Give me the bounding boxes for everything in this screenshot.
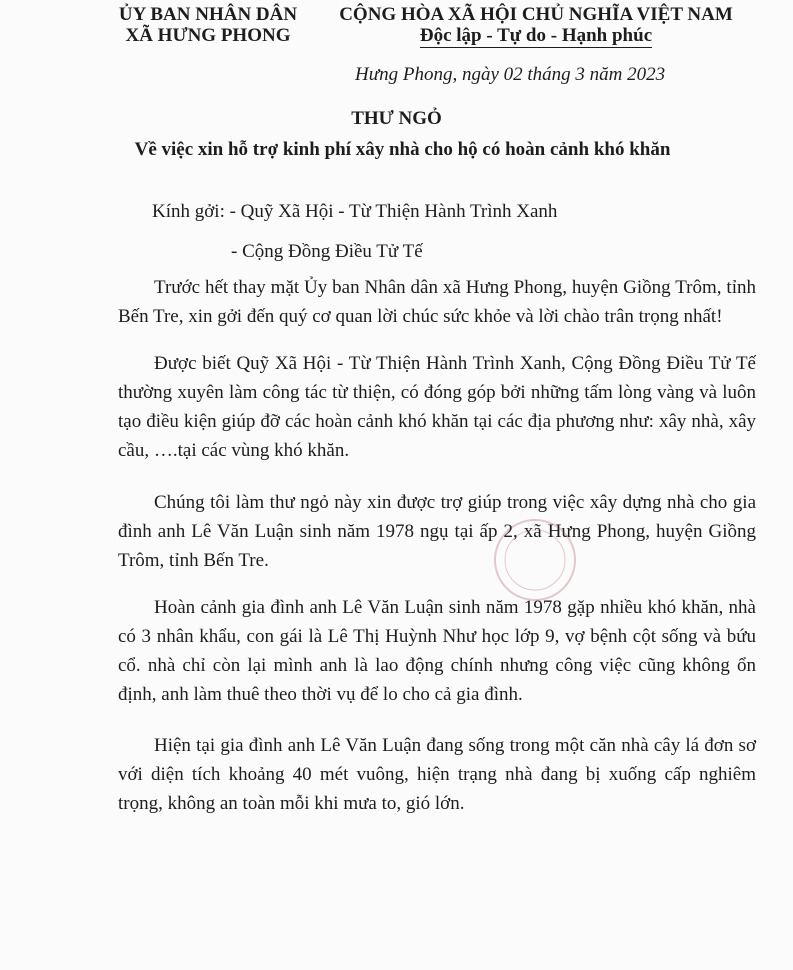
- paragraph-housing: Hiện tại gia đình anh Lê Văn Luận đang sống trong một căn nhà cây lá đơn sơ với diện tích khoảng 40 mét vuông, hiện trạng nhà đang bị xuống cấp nghiêm trọng, không an toàn mỗi khi mưa to, gió lớn.: [118, 735, 756, 814]
- issuing-authority: [88, 4, 328, 46]
- recipient-line-2: - Cộng Đồng Điều Tử Tế: [231, 241, 423, 262]
- document-subject: Về việc xin hỗ trợ kinh phí xây nhà cho hộ có hoàn cảnh khó khăn: [134, 139, 671, 160]
- national-title: [330, 4, 742, 48]
- national-motto: Độc lập - Tự do - Hạnh phúc: [419, 25, 653, 46]
- paragraph-greeting: Trước hết thay mặt Ủy ban Nhân dân xã Hưng Phong, huyện Giồng Trôm, tỉnh Bến Tre, xin gởi đến quý cơ quan lời chúc sức khỏe và lời chào trân trọng nhất!: [118, 277, 756, 327]
- national-name: CỘNG HÒA XÃ HỘI CHỦ NGHĨA VIỆT NAM: [339, 4, 733, 25]
- faint-seal-impression: [490, 515, 580, 605]
- authority-line-1: ỦY BAN NHÂN DÂN: [118, 4, 298, 25]
- paragraph-circumstance: Hoàn cảnh gia đình anh Lê Văn Luận sinh năm 1978 gặp nhiều khó khăn, nhà có 3 nhân khẩu, con gái là Lê Thị Huỳnh Như học lớp 9, vợ bệnh cột sống và bứu cổ. nhà chỉ còn lại mình anh là lao động chính nhưng công việc cũng không ổn định, anh làm thuê theo thời vụ để lo cho cả gia đình.: [118, 597, 756, 705]
- recipient-line-1: Kính gởi: - Quỹ Xã Hội - Từ Thiện Hành Trình Xanh: [152, 201, 558, 222]
- paragraph-background: Được biết Quỹ Xã Hội - Từ Thiện Hành Trình Xanh, Cộng Đồng Điều Tử Tế thường xuyên làm công tác từ thiện, có đóng góp bởi những tấm lòng vàng và luôn tạo điều kiện giúp đỡ các hoàn cảnh khó khăn tại các địa phương như: xây nhà, xây cầu, ….tại các vùng khó khăn.: [118, 353, 756, 461]
- place-date: Hưng Phong, ngày 02 tháng 3 năm 2023: [355, 64, 666, 85]
- authority-line-2: XÃ HƯNG PHONG: [125, 25, 291, 46]
- document-title: THƯ NGỎ: [351, 108, 442, 129]
- paragraph-request: Chúng tôi làm thư ngỏ này xin được trợ giúp trong việc xây dựng nhà cho gia đình anh Lê Văn Luận sinh năm 1978 ngụ tại ấp 2, xã Hưng Phong, huyện Giồng Trôm, tỉnh Bến Tre.: [118, 492, 756, 571]
